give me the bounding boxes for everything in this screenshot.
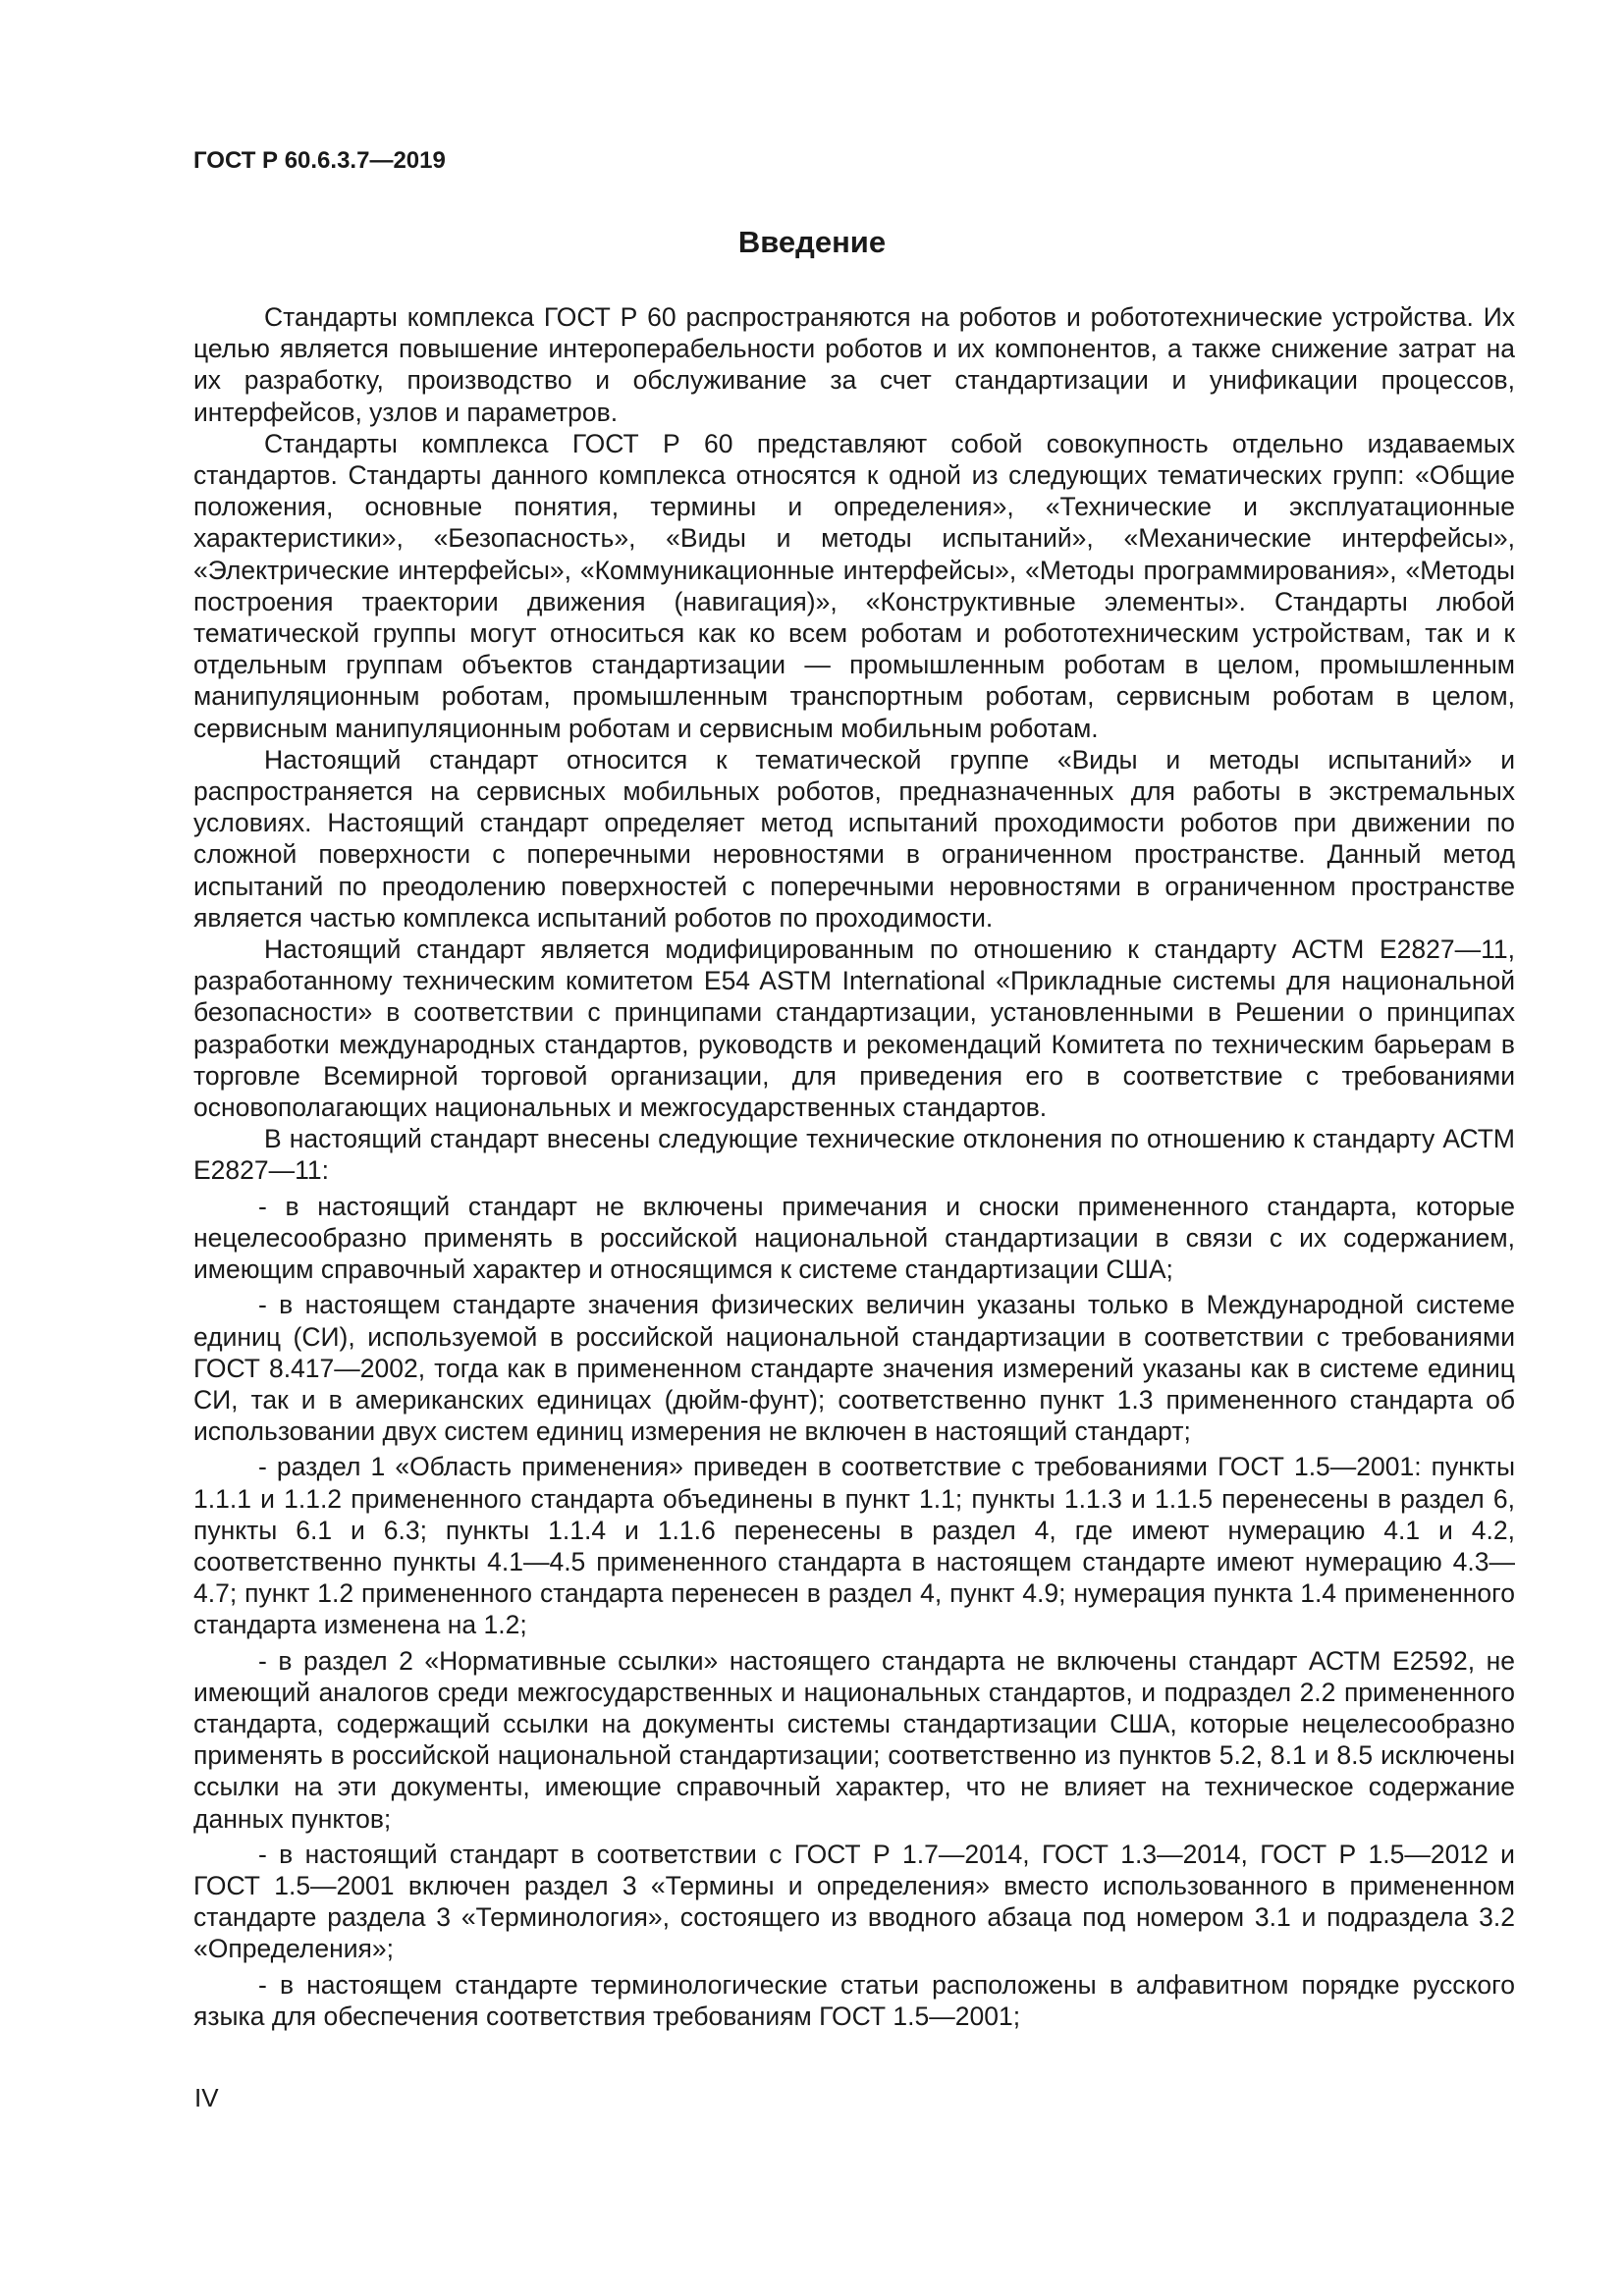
deviation-item-term-order: - в настоящем стандарте терминологические статьи расположены в алфавитном порядке русского языка для обеспечения соответствия требованиям ГОСТ 1.5—2001; [193, 1969, 1515, 2031]
paragraph-intro-scope: Стандарты комплекса ГОСТ Р 60 распространяются на роботов и робототехнические устройства. Их целью является повышение интероперабельности роботов и их компонентов, а также снижение затрат на их разработку, производство и обслуживание за счет стандартизации и унификации процессов, интерфейсов, узлов и параметров. [193, 302, 1515, 427]
paragraph-modification: Настоящий стандарт является модифицированным по отношению к стандарту АСТМ Е2827—11, разработанному техническим комитетом E54 ASTM International «Прикладные системы для национальной безопасности» в соответствии с принципами стандартизации, установленными в Решении о принципах разработки международных стандартов, руководств и рекомендаций Комитета по техническим барьерам в торговле Всемирной торговой организации, для приведения его в соответствие с требованиями основополагающих национальных и межгосударственных стандартов. [193, 934, 1515, 1123]
deviation-item-units: - в настоящем стандарте значения физических величин указаны только в Международной системе единиц (СИ), используемой в российской национальной стандартизации в соответствии с требованиями ГОСТ 8.417—2002, тогда как в примененном стандарте значения измерений указаны как в системе единиц СИ, так и в американских единицах (дюйм-фунт); соответственно пункт 1.3 примененного стандарта об использовании двух систем единиц измерения не включен в настоящий стандарт; [193, 1290, 1515, 1447]
deviation-item-section-2: - в раздел 2 «Нормативные ссылки» настоящего стандарта не включены стандарт АСТМ Е2592, не имеющий аналогов среди межгосударственных и национальных стандартов, и подраздел 2.2 примененного стандарта, содержащий ссылки на документы системы стандартизации США, которые нецелесообразно применять в российской национальной стандартизации; соответственно из пунктов 5.2, 8.1 и 8.5 исключены ссылки на эти документы, имеющие справочный характер, что не влияет на техническое содержание данных пунктов; [193, 1645, 1515, 1834]
paragraph-standard-purpose: Настоящий стандарт относится к тематической группе «Виды и методы испытаний» и распространяется на сервисных мобильных роботов, предназначенных для работы в экстремальных условиях. Настоящий стандарт определяет метод испытаний проходимости роботов при движении по сложной поверхности с поперечными неровностями в ограниченном пространстве. Данный метод испытаний по преодолению поверхностей с поперечными неровностями в ограниченном пространстве является частью комплекса испытаний роботов по проходимости. [193, 744, 1515, 933]
page-number: IV [194, 2083, 219, 2112]
paragraph-deviations-intro: В настоящий стандарт внесены следующие технические отклонения по отношению к стандарту АСТМ Е2827—11: [193, 1124, 1515, 1186]
paragraph-standard-groups: Стандарты комплекса ГОСТ Р 60 представляют собой совокупность отдельно издаваемых стандартов. Стандарты данного комплекса относятся к одной из следующих тематических групп: «Общие положения, основные понятия, термины и определения», «Технические и эксплуатационные характеристики», «Безопасность», «Виды и методы испытаний», «Механические интерфейсы», «Электрические интерфейсы», «Коммуникационные интерфейсы», «Методы программирования», «Методы построения траектории движения (навигация)», «Конструктивные элементы». Стандарты любой тематической группы могут относиться как ко всем роботам и робототехническим устройствам, так и к отдельным группам объектов стандартизации — промышленным роботам в целом, промышленным манипуляционным роботам, промышленным транспортным роботам, сервисным роботам в целом, сервисным манипуляционным роботам и сервисным мобильным роботам. [193, 428, 1515, 743]
section-title: Введение [737, 225, 887, 259]
deviation-item-section-1: - раздел 1 «Область применения» приведен в соответствие с требованиями ГОСТ 1.5—2001: пункты 1.1.1 и 1.1.2 примененного стандарта объединены в пункт 1.1; пункты 1.1.3 и 1.1.5 перенесены в раздел 6, пункты 6.1 и 6.3; пункты 1.1.4 и 1.1.6 перенесены в раздел 4, где имеют нумерацию 4.1 и 4.2, соответственно пункты 4.1—4.5 примененного стандарта в настоящем стандарте имеют нумерацию 4.3—4.7; пункт 1.2 примененного стандарта перенесен в раздел 4, пункт 4.9; нумерация пункта 1.4 примененного стандарта изменена на 1.2; [193, 1452, 1515, 1640]
deviation-item-notes: - в настоящий стандарт не включены примечания и сноски примененного стандарта, которые нецелесообразно применять в российской национальной стандартизации в связи с их содержанием, имеющим справочный характер и относящимся к системе стандартизации США; [193, 1191, 1515, 1285]
document-code-header: ГОСТ Р 60.6.3.7—2019 [193, 147, 446, 174]
deviation-item-section-3: - в настоящий стандарт в соответствии с ГОСТ Р 1.7—2014, ГОСТ 1.3—2014, ГОСТ Р 1.5—2012 и ГОСТ 1.5—2001 включен раздел 3 «Термины и определения» вместо использованного в примененном стандарте раздела 3 «Терминология», состоящего из вводного абзаца под номером 3.1 и подраздела 3.2 «Определения»; [193, 1839, 1515, 1964]
section-body [193, 301, 1515, 2032]
